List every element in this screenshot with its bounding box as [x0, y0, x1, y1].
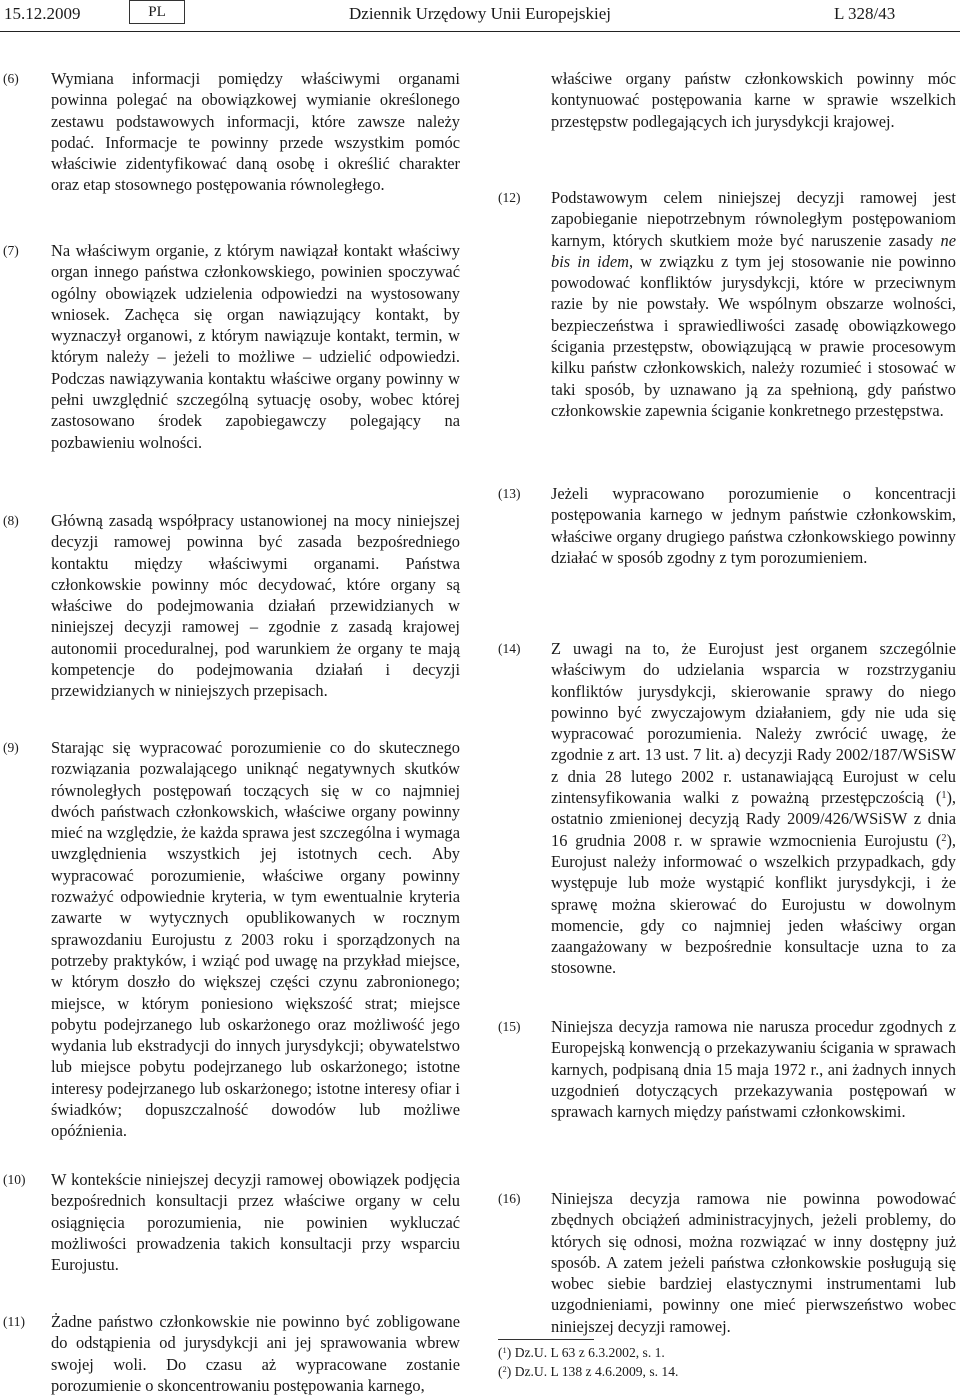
latin-phrase: ne bis in idem: [551, 230, 956, 271]
language-badge: PL: [129, 0, 185, 24]
recital-number: (6): [3, 71, 19, 86]
journal-title: Dziennik Urzędowy Unii Europejskiej: [349, 4, 612, 23]
recital-number: (12): [498, 190, 521, 205]
footnote-1: ($^1$) Dz.U. L 63 z 6.3.2002, s. 1.: [498, 1344, 665, 1360]
footnote-text: Dz.U. L 63 z 6.3.2002, s. 1.: [514, 1345, 665, 1360]
publication-date: 15.12.2009: [4, 4, 81, 23]
recital-number: (9): [3, 740, 19, 755]
recital-text: Na właściwym organie, z którym nawiązał kontakt właściwy organ innego państwa członkowskiego, powinien spoczywać ogólny obowiązek udzielenia odpowiedzi na wystosowany wniosek. Zachęca się organ nawiązujący kontakt, by wyznaczył organowi, z którym nawiązuje kontakt, termin, w którym należy – jeżeli to możliwe – udzielić odpowiedzi. Podczas nawiązywania kontaktu właściwe organy powinny w pełni uwzględnić szczególną sytuację osoby, wobec której zastosowano środek zapobiegawczy polegający na pozbawieniu wolności.: [51, 241, 460, 452]
recital-text: Jeżeli wypracowano porozumienie o koncentracji postępowania karnego w jednym państwie członkowskim, właściwe organy drugiego państwa członkowskiego powinny działać w sposób zgodny z tym porozumieniem.: [551, 484, 956, 567]
recital-text: Starając się wypracować porozumienie co do skutecznego rozwiązania pozwalającego uniknąć negatywnych skutków równoległych postępowań toczących się w co najmniej dwóch państwach członkowskich, właściwe organy powinny mieć na względzie, że każda sprawa jest szczególna i wymaga uwzględnienia wszystkich jej istotnych cech. Aby wypracować porozumienie, właściwe organy powinny rozważyć odpowiednie kryteria, w tym ewentualnie kryteria zawarte w wytycznych opublikowanych w rocznym sprawozdaniu Eurojustu z 2003 roku i sporządzonych na potrzeby praktyków, i wziąć pod uwagę na przykład miejsce, w którym doszło do większej części czynu zabronionego; miejsce, w którym poniesiono większość strat; miejsce pobytu podejrzanego lub oskarżonego oraz możliwość jego wydania lub ekstradycji do innych jurysdykcji; obywatelstwo lub miejsce pobytu podejrzanego lub oskarżonego; istotne interesy podejrzanego lub oskarżonego; istotne interesy ofiar i świadków; dopuszczalność dowodów lub możliwe opóźnienia.: [51, 738, 460, 1141]
footnote-text: Dz.U. L 138 z 4.6.2009, s. 14.: [514, 1364, 679, 1379]
footnote-ref-1[interactable]: 1: [941, 790, 947, 801]
page-header: [0, 0, 960, 34]
recital-text: Z uwagi na to, że Eurojust jest organem szczególnie właściwym do udzielania wsparcia w rozstrzyganiu konfliktów jurysdykcji, skierowanie sprawy do niego powinno być zwyczajowym działaniem, gdy nie uda się wypracować porozumienia. Należy zwrócić uwagę, że zgodnie z art. 13 ust. 7 lit. a) decyzji Rady 2002/187/WSiSW z dnia 28 lutego 2002 r. ustanawiającą Eurojust w celu zintensyfikowania walki z poważną przestępczością ($^1$), ostatnio zmienionej decyzją Rady 2009/426/WSiSW z dnia 16 grudnia 2008 r. w sprawie wzmocnienia Eurojustu ($^2$), Eurojust należy informować o wszelkich przypadkach, gdy występuje lub może wystąpić konflikt jurysdykcji, i że sprawę można skierować do Eurojustu w dowolnym momencie, gdy co najmniej jeden właściwy organ zaangażowany w bezpośrednie konsultacje uzna to za stosowne.: [551, 639, 956, 978]
recital-text: Wymiana informacji pomiędzy właściwymi organami powinna polegać na obowiązkowej wymianie określonego zestawu podstawowych informacji, które zawsze należy podać. Informacje te powinny przede wszystkim pomóc właściwie zidentyfikować daną osobę i określić charakter oraz etap stosownego postępowania równoległego.: [51, 69, 460, 195]
recital-number: (10): [3, 1172, 26, 1187]
recital-text: Niniejsza decyzja ramowa nie powinna powodować zbędnych obciążeń administracyjnych, jeżeli problemy, do których się odnosi, można rozwiązać w inny dostępny już sposób. A zatem jeżeli państwa członkowskie posługują się wobec siebie bardziej elastycznymi instrumentami lub uzgodnieniami, powinny one mieć pierwszeństwo wobec niniejszej decyzji ramowej.: [551, 1189, 956, 1336]
recital-text: właściwe organy państw członkowskich powinny móc kontynuować postępowania karne w sprawie wszelkich przestępstw podlegających ich jurysdykcji krajowej.: [551, 69, 956, 131]
footnote-separator: [498, 1339, 594, 1340]
recital-number: (8): [3, 513, 19, 528]
recital-number: (14): [498, 641, 521, 656]
recital-text: Podstawowym celem niniejszej decyzji ramowej jest zapobieganie niepotrzebnym równoległym postępowaniom karnym, których skutkiem może być naruszenie zasady ne bis in idem, w związku z tym jej stosowanie nie powinno powodować konfliktów jurysdykcji, które w przeciwnym razie by nie powstały. We wspólnym obszarze wolności, bezpieczeństwa i sprawiedliwości zasadę obowiązkowego ścigania przestępstw, obowiązującą w prawie procesowym kilku państw członkowskich, należy rozumieć i stosować w taki sposób, by uznawano ją za spełnioną, gdy państwo członkowskie zapewnia ściganie konkretnego przestępstwa.: [551, 188, 956, 420]
recital-number: (13): [498, 486, 521, 501]
recital-number: (11): [3, 1314, 25, 1329]
footnote-2: ($^2$) Dz.U. L 138 z 4.6.2009, s. 14.: [498, 1363, 679, 1379]
recital-text: Główną zasadą współpracy ustanowionej na mocy niniejszej decyzji ramowej powinna być zasada bezpośredniego kontaktu między właściwymi organami. Państwa członkowskie powinny móc decydować, które organy są właściwe do podejmowania działań przewidzianych w niniejszej decyzji ramowej – zgodnie z zasadą krajowej autonomii proceduralnej, pod warunkiem że organy te mają kompetencje do podejmowania działań i decyzji przewidzianych w niniejszych przepisach.: [51, 511, 460, 701]
recital-text: W kontekście niniejszej decyzji ramowej obowiązek podjęcia bezpośrednich konsultacji przez właściwe organy w celu osiągnięcia porozumienia, nie powinien wykluczać możliwości prowadzenia takich konsultacji przy wsparciu Eurojustu.: [51, 1170, 460, 1275]
recital-number: (15): [498, 1019, 521, 1034]
recital-number: (7): [3, 243, 19, 258]
recital-number: (16): [498, 1191, 521, 1206]
recital-text: Niniejsza decyzja ramowa nie narusza procedur zgodnych z Europejską konwencją o przekazywaniu ścigania w sprawach karnych, podpisaną dnia 15 maja 1972 r., ani żadnych innych uzgodnień dotyczących przekazywania postępowań w sprawach karnych między państwami członkowskimi.: [551, 1017, 956, 1122]
footnote-ref-2[interactable]: 2: [941, 832, 947, 844]
page-reference: L 328/43: [834, 4, 896, 23]
recital-text: Żadne państwo członkowskie nie powinno być zobligowane do odstąpienia od jurysdykcji ani jej sprawowania wbrew swojej woli. Do czasu aż wypracowane zostanie porozumienie o skoncentrowaniu postępowania karnego,: [51, 1312, 460, 1395]
header-rule: [0, 31, 960, 32]
